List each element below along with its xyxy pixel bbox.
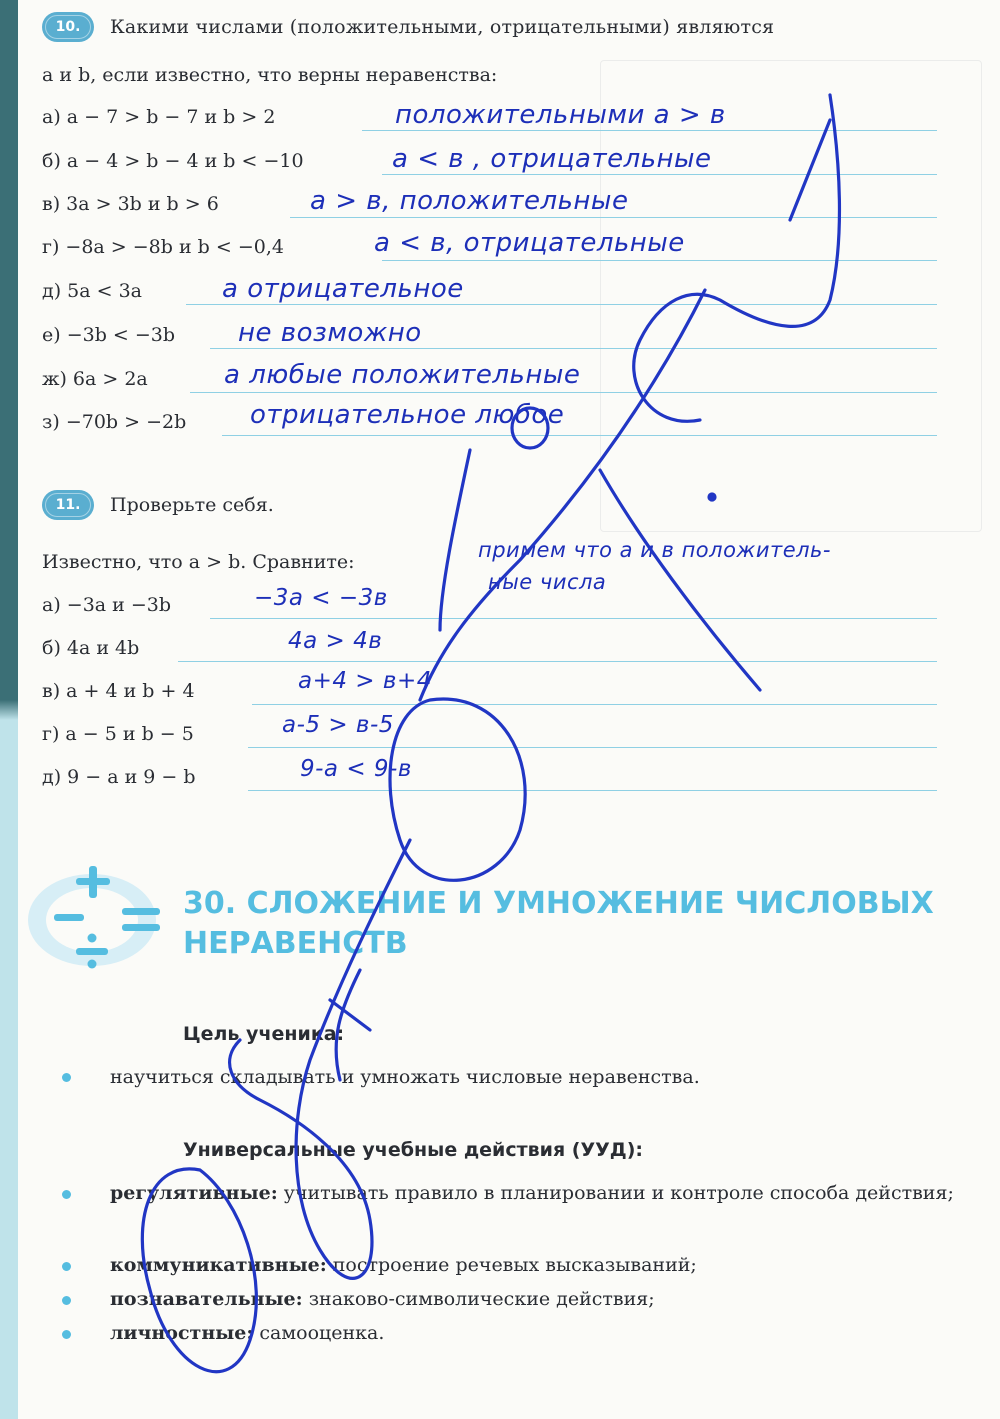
handwritten-answer-zh: a любые положительные — [224, 360, 581, 390]
task-10-question: Какими числами (положительными, отрицательными) являются — [110, 16, 775, 38]
handwritten-answer-a: положительными a > в — [395, 100, 726, 130]
task-11-badge: 11. — [42, 490, 94, 520]
handwritten-answer-b: a < в , отрицательные — [392, 144, 712, 174]
task-10-question-cont: a и b, если известно, что верны неравенства: — [42, 64, 498, 86]
task-11-title: Проверьте себя. — [110, 494, 274, 516]
uud-term: коммуникативные: — [110, 1254, 327, 1276]
goal-text: научиться складывать и умножать числовые неравенства. — [110, 1066, 700, 1088]
handwritten-answer-g: a < в, отрицательные — [374, 228, 685, 258]
handwritten-note-2: ные числа — [488, 570, 607, 594]
task-10-item-g: г) −8a > −8b и b < −0,4 — [42, 236, 284, 258]
pen-circle — [512, 408, 548, 448]
task-11-item-g: г) a − 5 и b − 5 — [42, 723, 194, 745]
pen-stroke — [600, 470, 760, 690]
pen-loop — [142, 1169, 256, 1372]
task-10-item-z: з) −70b > −2b — [42, 411, 187, 433]
handwritten-answer-11v: a+4 > в+4 — [298, 668, 432, 694]
handwritten-answer-d: a отрицательное — [222, 274, 464, 304]
handwritten-answer-11b: 4a > 4в — [288, 628, 383, 654]
task-10-item-zh: ж) 6a > 2a — [42, 368, 148, 390]
uud-term: регулятивные: — [110, 1182, 278, 1204]
handwritten-answer-v: a > в, положительные — [310, 186, 629, 216]
section-title-line-1: 30. СЛОЖЕНИЕ И УМНОЖЕНИЕ ЧИСЛОВЫХ — [183, 886, 934, 921]
task-11-intro: Известно, что a > b. Сравните: — [42, 551, 355, 573]
pen-dot — [709, 494, 715, 500]
uud-text: самооценка. — [253, 1322, 385, 1344]
pen-stroke — [440, 450, 470, 630]
pen-stroke — [420, 290, 705, 700]
task-11-item-b: б) 4a и 4b — [42, 637, 140, 659]
uud-text: знаково-символические действия; — [302, 1288, 655, 1310]
pen-stroke — [330, 970, 370, 1080]
task-10-item-a: а) a − 7 > b − 7 и b > 2 — [42, 106, 276, 128]
handwritten-answer-11a: −3a < −3в — [254, 585, 388, 611]
pen-stroke — [790, 120, 830, 220]
task-10-badge: 10. — [42, 12, 94, 42]
pen-stroke — [230, 840, 410, 1278]
task-10-item-e: е) −3b < −3b — [42, 324, 176, 346]
task-10-item-d: д) 5a < 3a — [42, 280, 142, 302]
section-title-line-2: НЕРАВЕНСТВ — [183, 926, 408, 961]
handwritten-answer-e: не возможно — [238, 318, 422, 348]
goal-heading: Цель ученика: — [183, 1023, 345, 1045]
handwritten-answer-11d: 9-a < 9-в — [300, 756, 412, 782]
task-10-item-v: в) 3a > 3b и b > 6 — [42, 193, 219, 215]
task-10-item-b: б) a − 4 > b − 4 и b < −10 — [42, 150, 304, 172]
task-11-item-d: д) 9 − a и 9 − b — [42, 766, 196, 788]
handwritten-note-1: примем что a и в положитель- — [478, 538, 832, 562]
task-11-item-v: в) a + 4 и b + 4 — [42, 680, 195, 702]
handwritten-answer-11g: a-5 > в-5 — [282, 712, 394, 738]
uud-term: познавательные: — [110, 1288, 303, 1310]
handwritten-answer-z: отрицательное любое — [250, 400, 565, 430]
uud-text: учитывать правило в планировании и контроле способа действия; — [277, 1182, 954, 1204]
pen-stroke — [634, 95, 840, 421]
task-11-item-a: а) −3a и −3b — [42, 594, 172, 616]
uud-term: личностные: — [110, 1322, 254, 1344]
uud-heading: Универсальные учебные действия (УУД): — [183, 1139, 643, 1161]
uud-text: построение речевых высказываний; — [326, 1254, 697, 1276]
pen-oval — [390, 699, 525, 880]
